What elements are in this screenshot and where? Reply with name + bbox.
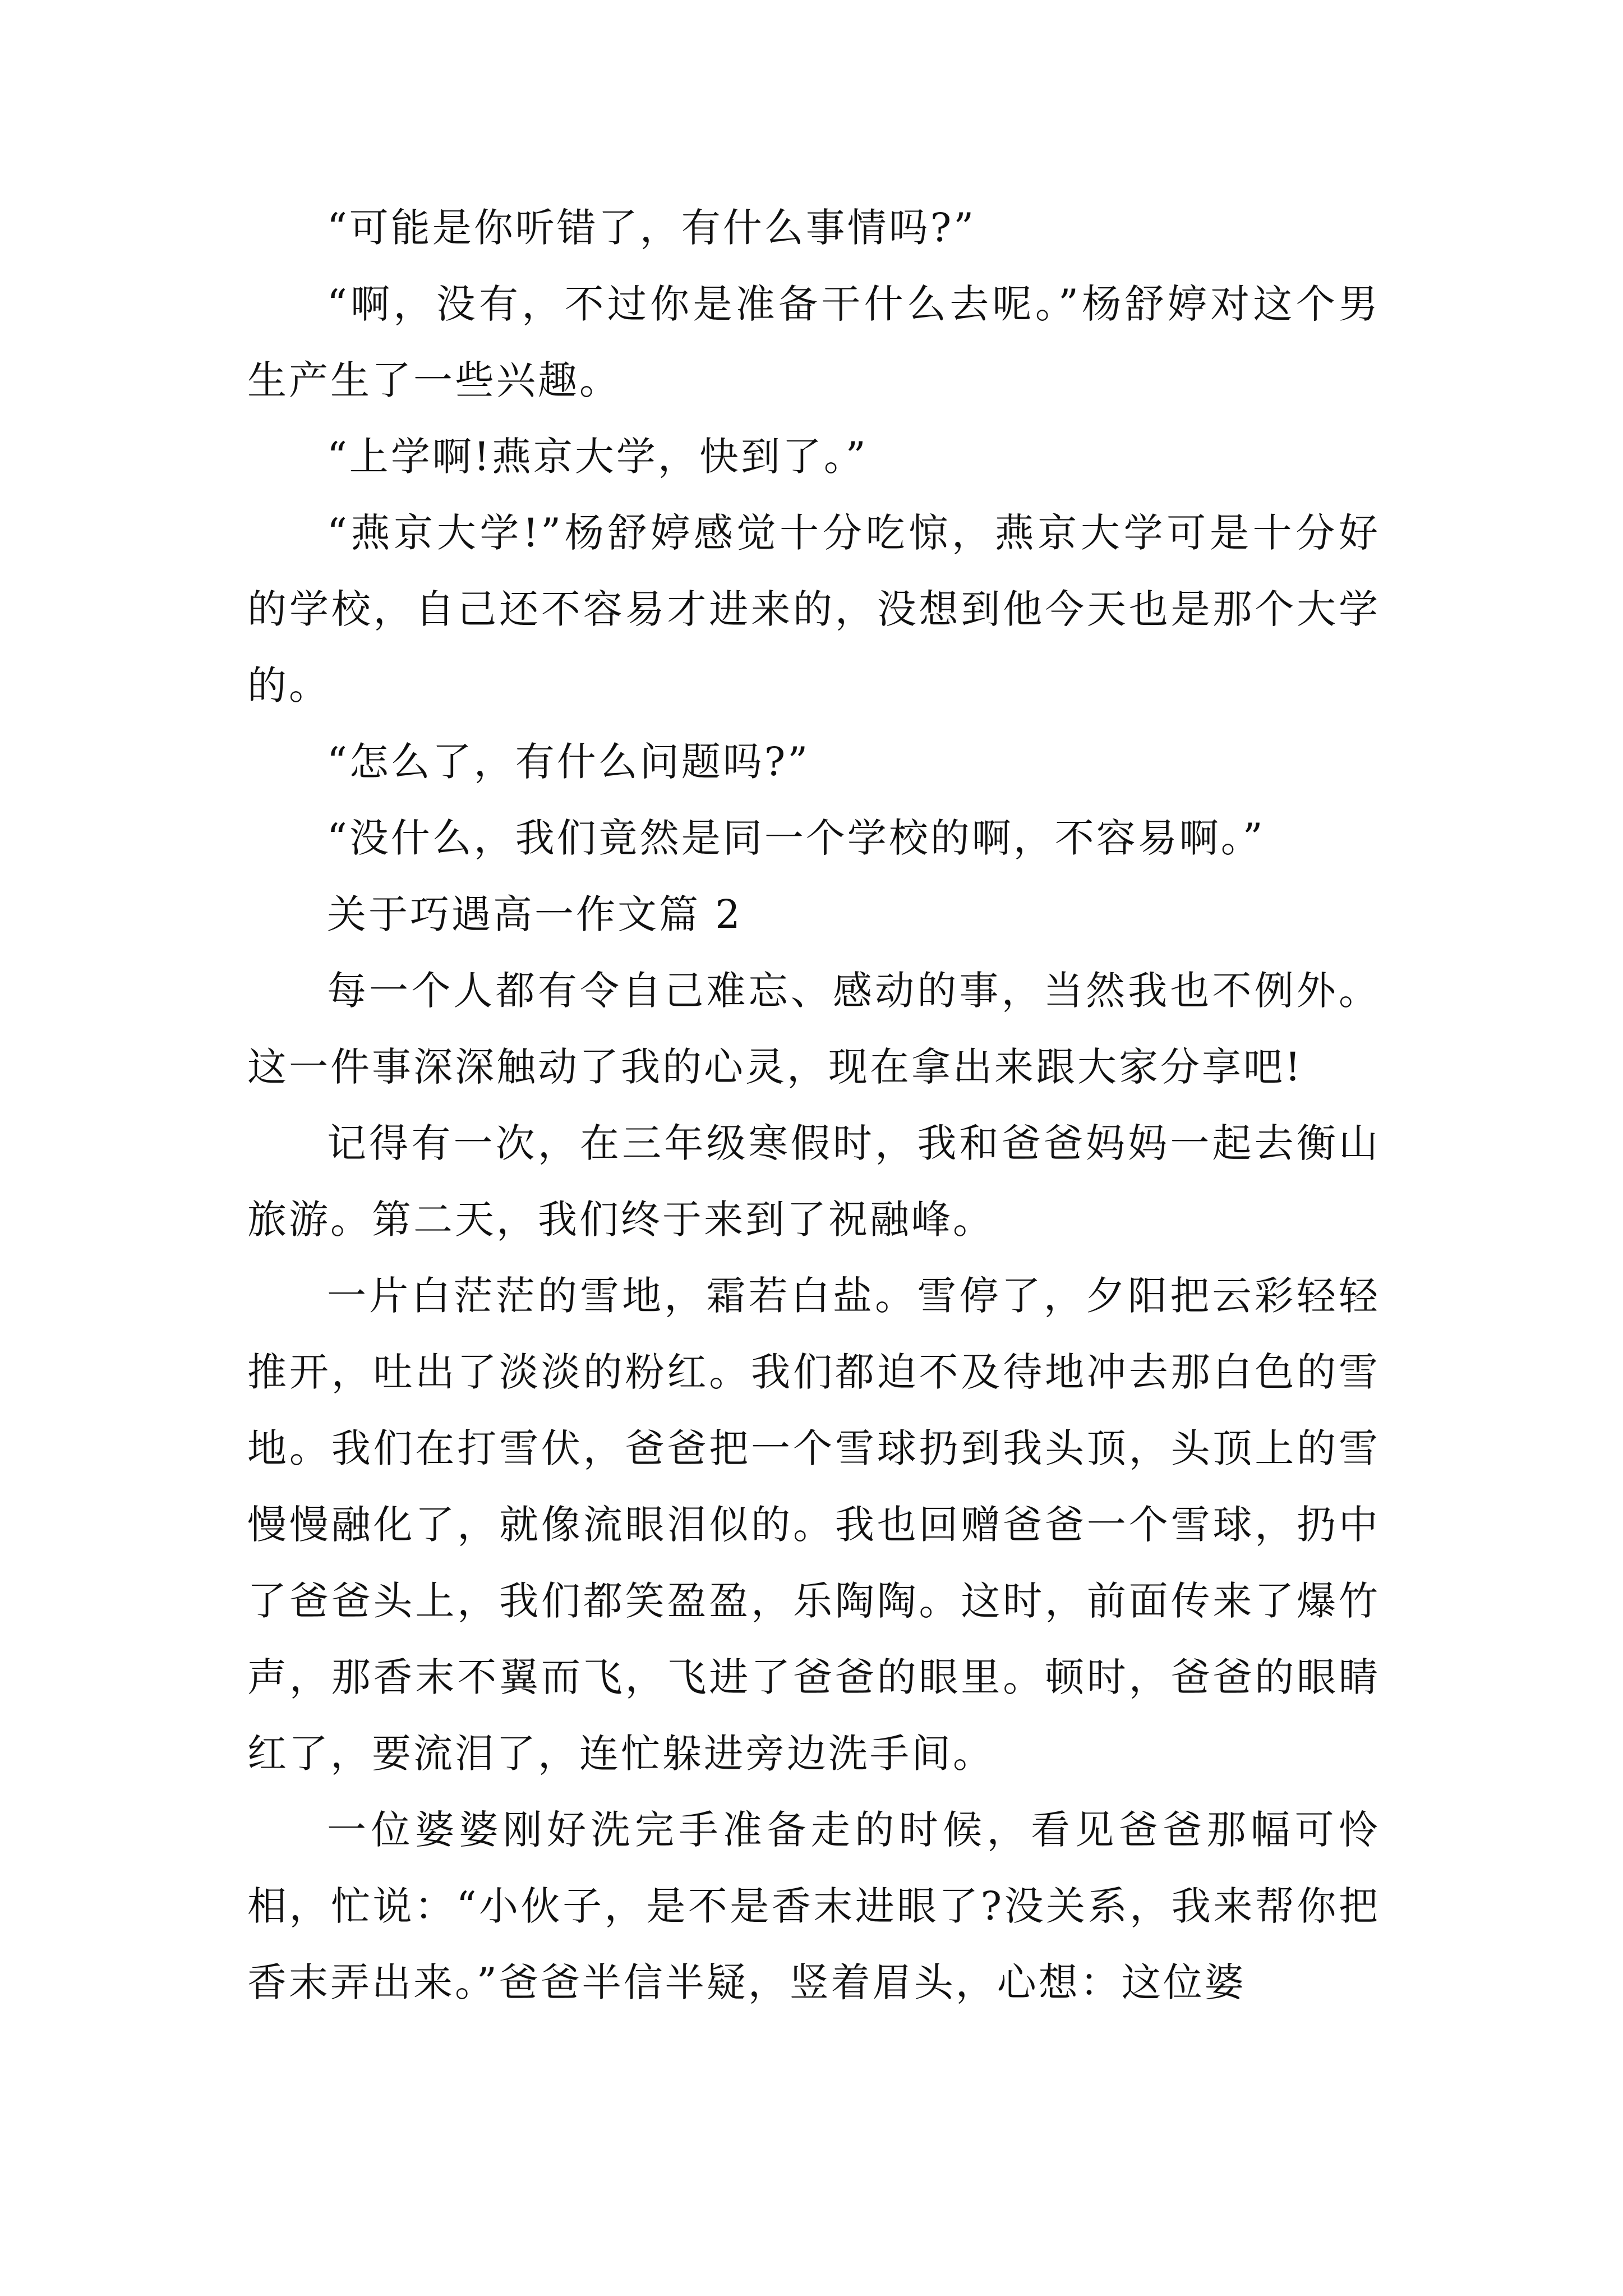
paragraph-6: “没什么，我们竟然是同一个学校的啊，不容易啊。” <box>327 815 1265 861</box>
paragraph-8: 记得有一次，在三年级寒假时，我和爸爸妈妈一起去衡山旅游。第二天，我们终于来到了祝融峰。 <box>247 1120 1380 1243</box>
paragraph-1: “可能是你听错了，有什么事情吗?” <box>327 205 976 251</box>
paragraph-9: 一片白茫茫的雪地，霜若白盐。雪停了，夕阳把云彩轻轻推开，吐出了淡淡的粉红。我们都迫不及待地冲去那白色的雪地。我们在打雪伏，爸爸把一个雪球扔到我头顶，头顶上的雪慢慢融化了，就像流眼泪似的。我也回赠爸爸一个雪球，扔中了爸爸头上，我们都笑盈盈，乐陶陶。这时，前面传来了爆竹声，那香末不翼而飞，飞进了爸爸的眼里。顿时，爸爸的眼睛红了，要流泪了，连忙躲进旁边洗手间。 <box>247 1273 1380 1777</box>
section-heading: 关于巧遇高一作文篇 2 <box>327 891 743 937</box>
paragraph-5: “怎么了，有什么问题吗?” <box>327 739 810 785</box>
paragraph-4: “燕京大学!”杨舒婷感觉十分吃惊，燕京大学可是十分好的学校，自己还不容易才进来的，没想到他今天也是那个大学的。 <box>247 510 1380 708</box>
paragraph-2: “啊，没有，不过你是准备干什么去呢。”杨舒婷对这个男生产生了一些兴趣。 <box>247 281 1380 403</box>
paragraph-10: 一位婆婆刚好洗完手准备走的时候，看见爸爸那幅可怜相，忙说：“小伙子，是不是香末进眼了?没关系，我来帮你把香末弄出来。”爸爸半信半疑，竖着眉头，心想：这位婆 <box>247 1807 1380 2005</box>
paragraph-3: “上学啊!燕京大学，快到了。” <box>327 434 868 480</box>
paragraph-7: 每一个人都有令自己难忘、感动的事，当然我也不例外。这一件事深深触动了我的心灵，现在拿出来跟大家分享吧! <box>247 968 1380 1090</box>
document-body <box>247 190 1380 2021</box>
